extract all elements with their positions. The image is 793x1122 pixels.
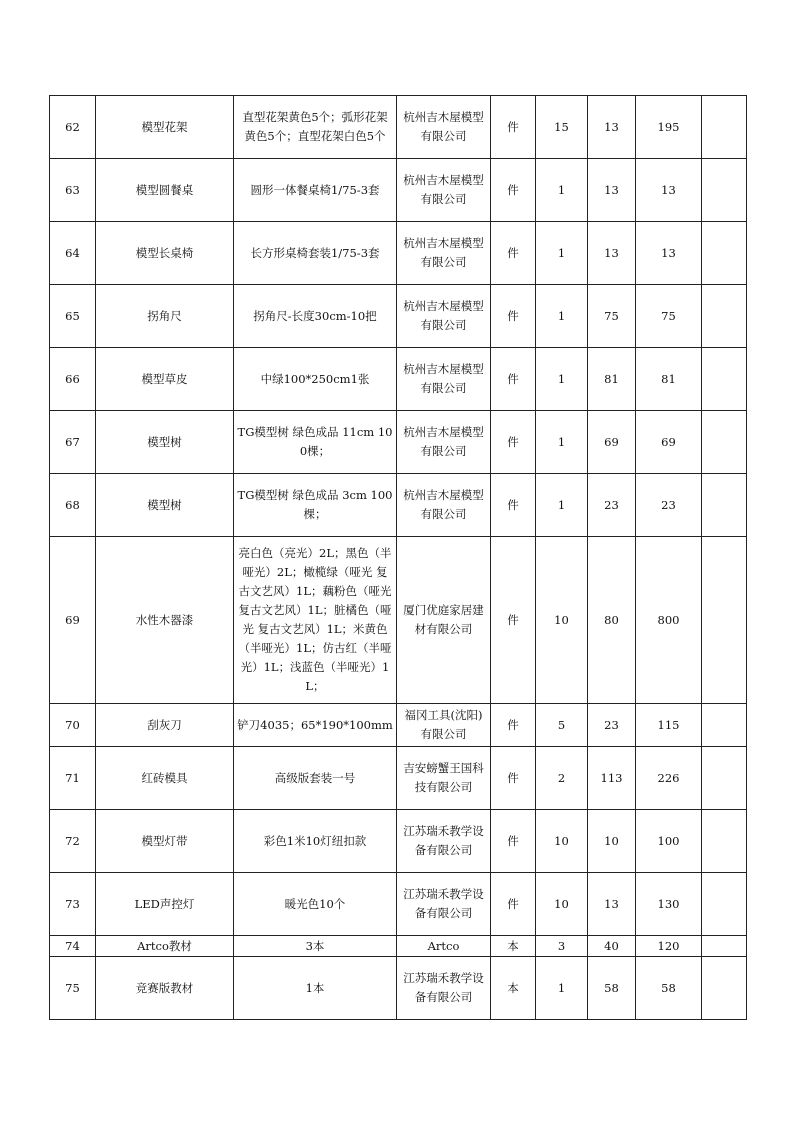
item-supplier: 厦门优庭家居建材有限公司 (397, 537, 491, 704)
item-number: 68 (50, 474, 96, 537)
item-supplier: 杭州吉木屋模型有限公司 (397, 348, 491, 411)
table-row (50, 348, 747, 411)
item-unit-price: 23 (588, 704, 636, 747)
item-quantity: 1 (536, 285, 588, 348)
item-supplier: 吉安螃蟹王国科技有限公司 (397, 747, 491, 810)
item-total: 75 (636, 285, 702, 348)
item-spec: 拐角尺-长度30cm-10把 (234, 285, 397, 348)
item-quantity: 1 (536, 222, 588, 285)
table-row (50, 537, 747, 704)
item-unit-price: 13 (588, 159, 636, 222)
item-quantity: 1 (536, 159, 588, 222)
item-unit: 件 (491, 96, 536, 159)
item-unit: 件 (491, 537, 536, 704)
table-row (50, 411, 747, 474)
item-note (702, 704, 747, 747)
item-note (702, 810, 747, 873)
item-supplier: 杭州吉木屋模型有限公司 (397, 411, 491, 474)
materials-table (49, 95, 747, 1020)
item-quantity: 10 (536, 810, 588, 873)
item-unit-price: 81 (588, 348, 636, 411)
item-unit-price: 23 (588, 474, 636, 537)
item-number: 63 (50, 159, 96, 222)
item-supplier: 江苏瑞禾教学设备有限公司 (397, 873, 491, 936)
item-note (702, 873, 747, 936)
table-row (50, 704, 747, 747)
item-number: 70 (50, 704, 96, 747)
table-row (50, 810, 747, 873)
item-number: 72 (50, 810, 96, 873)
item-note (702, 96, 747, 159)
item-name: 模型长桌椅 (96, 222, 234, 285)
item-number: 62 (50, 96, 96, 159)
item-number: 64 (50, 222, 96, 285)
item-spec: 直型花架黄色5个；弧形花架黄色5个；直型花架白色5个 (234, 96, 397, 159)
item-quantity: 15 (536, 96, 588, 159)
item-name: 模型草皮 (96, 348, 234, 411)
item-unit: 件 (491, 159, 536, 222)
item-supplier: 江苏瑞禾教学设备有限公司 (397, 957, 491, 1020)
item-unit-price: 13 (588, 873, 636, 936)
item-supplier: 杭州吉木屋模型有限公司 (397, 474, 491, 537)
table-row (50, 747, 747, 810)
item-total: 81 (636, 348, 702, 411)
item-spec: 3本 (234, 936, 397, 957)
item-name: 模型树 (96, 411, 234, 474)
item-unit-price: 58 (588, 957, 636, 1020)
item-name: 水性木器漆 (96, 537, 234, 704)
item-quantity: 10 (536, 537, 588, 704)
item-total: 23 (636, 474, 702, 537)
item-note (702, 936, 747, 957)
table-row (50, 222, 747, 285)
item-name: 模型树 (96, 474, 234, 537)
item-note (702, 537, 747, 704)
item-name: Artco教材 (96, 936, 234, 957)
item-quantity: 1 (536, 474, 588, 537)
item-unit: 件 (491, 348, 536, 411)
item-unit: 件 (491, 411, 536, 474)
table-row (50, 957, 747, 1020)
item-spec: 1本 (234, 957, 397, 1020)
item-quantity: 5 (536, 704, 588, 747)
item-name: 红砖模具 (96, 747, 234, 810)
item-total: 13 (636, 159, 702, 222)
table-row (50, 873, 747, 936)
item-total: 195 (636, 96, 702, 159)
item-unit: 件 (491, 285, 536, 348)
item-unit-price: 69 (588, 411, 636, 474)
item-quantity: 10 (536, 873, 588, 936)
item-quantity: 1 (536, 411, 588, 474)
item-supplier: 福冈工具(沈阳)有限公司 (397, 704, 491, 747)
item-number: 75 (50, 957, 96, 1020)
item-number: 74 (50, 936, 96, 957)
table-row (50, 285, 747, 348)
item-unit: 件 (491, 222, 536, 285)
item-note (702, 222, 747, 285)
item-spec: 长方形桌椅套装1/75-3套 (234, 222, 397, 285)
item-number: 69 (50, 537, 96, 704)
item-unit: 件 (491, 810, 536, 873)
table-row (50, 159, 747, 222)
item-total: 13 (636, 222, 702, 285)
item-unit: 本 (491, 936, 536, 957)
item-name: LED声控灯 (96, 873, 234, 936)
table-row (50, 96, 747, 159)
item-quantity: 2 (536, 747, 588, 810)
item-unit: 件 (491, 474, 536, 537)
item-spec: TG模型树 绿色成品 11cm 100棵； (234, 411, 397, 474)
item-supplier: 杭州吉木屋模型有限公司 (397, 159, 491, 222)
item-note (702, 747, 747, 810)
item-spec: 中绿100*250cm1张 (234, 348, 397, 411)
item-unit-price: 13 (588, 96, 636, 159)
item-unit-price: 10 (588, 810, 636, 873)
item-name: 竞赛版教材 (96, 957, 234, 1020)
item-note (702, 474, 747, 537)
item-unit-price: 40 (588, 936, 636, 957)
item-unit-price: 13 (588, 222, 636, 285)
table-row (50, 474, 747, 537)
item-spec: TG模型树 绿色成品 3cm 100棵； (234, 474, 397, 537)
item-note (702, 957, 747, 1020)
item-total: 69 (636, 411, 702, 474)
item-unit: 本 (491, 957, 536, 1020)
item-number: 65 (50, 285, 96, 348)
table-body (50, 96, 747, 1020)
item-spec: 彩色1米10灯纽扣款 (234, 810, 397, 873)
item-unit-price: 113 (588, 747, 636, 810)
item-total: 115 (636, 704, 702, 747)
item-total: 58 (636, 957, 702, 1020)
item-supplier: Artco (397, 936, 491, 957)
table-row (50, 936, 747, 957)
item-number: 73 (50, 873, 96, 936)
item-unit-price: 75 (588, 285, 636, 348)
item-number: 71 (50, 747, 96, 810)
item-name: 拐角尺 (96, 285, 234, 348)
item-unit: 件 (491, 873, 536, 936)
item-name: 刮灰刀 (96, 704, 234, 747)
item-name: 模型圆餐桌 (96, 159, 234, 222)
item-supplier: 杭州吉木屋模型有限公司 (397, 222, 491, 285)
item-total: 800 (636, 537, 702, 704)
item-supplier: 杭州吉木屋模型有限公司 (397, 96, 491, 159)
item-total: 120 (636, 936, 702, 957)
item-note (702, 285, 747, 348)
item-total: 226 (636, 747, 702, 810)
item-spec: 铲刀4035；65*190*100mm (234, 704, 397, 747)
item-quantity: 1 (536, 348, 588, 411)
item-quantity: 1 (536, 957, 588, 1020)
item-number: 66 (50, 348, 96, 411)
item-supplier: 江苏瑞禾教学设备有限公司 (397, 810, 491, 873)
item-unit: 件 (491, 704, 536, 747)
item-total: 130 (636, 873, 702, 936)
item-note (702, 159, 747, 222)
item-spec: 亮白色（亮光）2L；黑色（半哑光）2L；橄榄绿（哑光 复古文艺风）1L；藕粉色（哑光 复古文艺风）1L；脏橘色（哑光 复古文艺风）1L；米黄色（半哑光）1L；仿古红（半哑光）1L；浅蓝色（半哑光）1L； (234, 537, 397, 704)
item-supplier: 杭州吉木屋模型有限公司 (397, 285, 491, 348)
item-name: 模型花架 (96, 96, 234, 159)
item-quantity: 3 (536, 936, 588, 957)
item-spec: 高级版套装一号 (234, 747, 397, 810)
item-unit-price: 80 (588, 537, 636, 704)
item-number: 67 (50, 411, 96, 474)
item-spec: 圆形一体餐桌椅1/75-3套 (234, 159, 397, 222)
item-total: 100 (636, 810, 702, 873)
item-name: 模型灯带 (96, 810, 234, 873)
item-spec: 暖光色10个 (234, 873, 397, 936)
item-unit: 件 (491, 747, 536, 810)
item-note (702, 411, 747, 474)
item-note (702, 348, 747, 411)
